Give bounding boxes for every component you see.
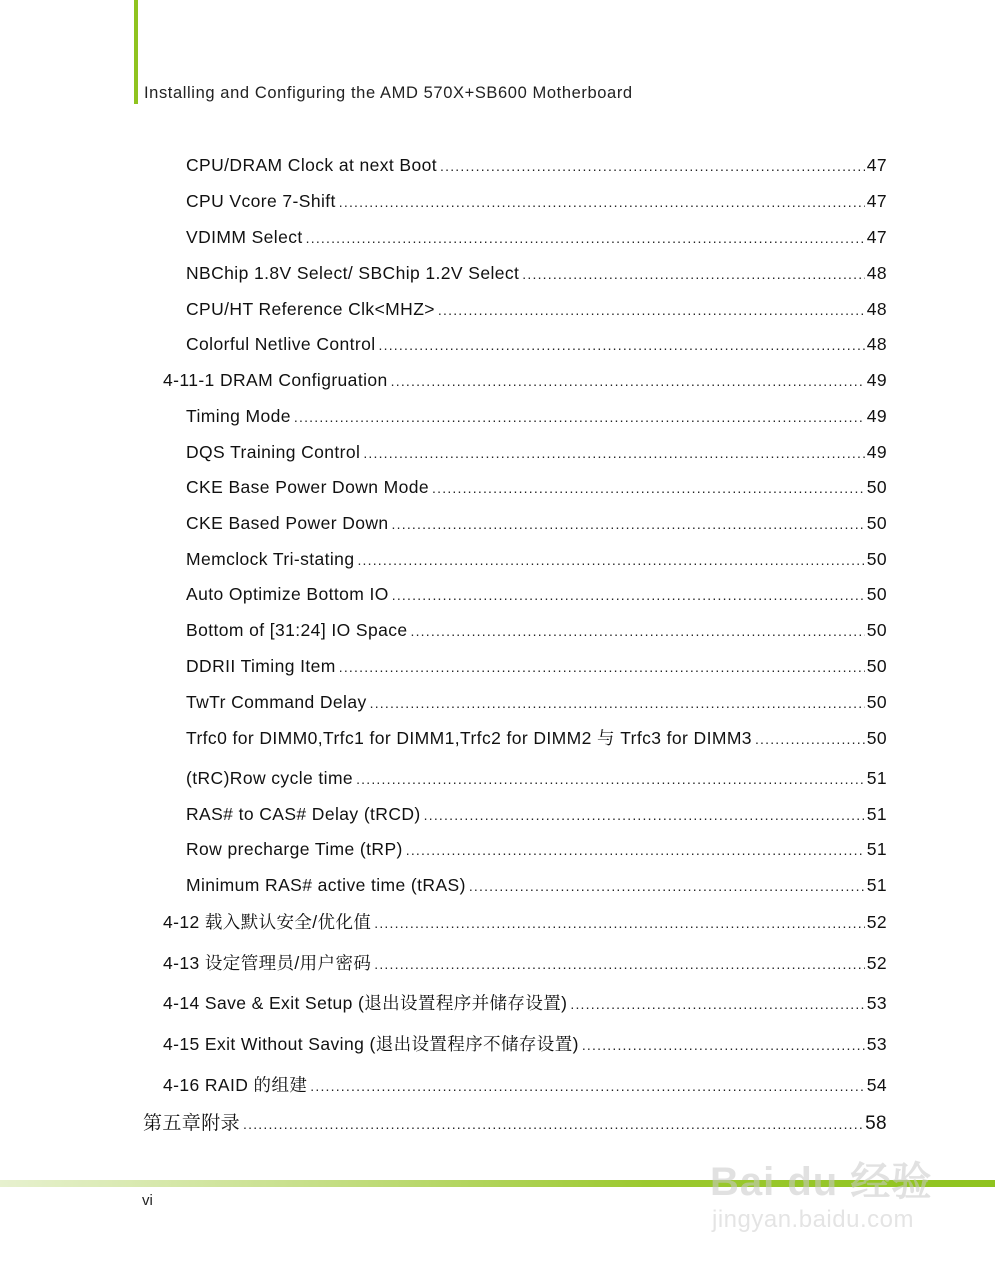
toc-entry-page: 48 xyxy=(866,334,887,354)
toc-entry-title: 4-11-1 DRAM Configruation xyxy=(163,370,388,390)
toc-entry[interactable] xyxy=(186,224,887,250)
running-header: Installing and Configuring the AMD 570X+SB600 Motherboard xyxy=(144,84,633,102)
toc-entry-page: 47 xyxy=(866,191,887,211)
toc-entry[interactable] xyxy=(186,546,887,572)
toc-entry-title: 4-15 Exit Without Saving (退出设置程序不储存设置) xyxy=(163,1034,579,1054)
toc-dot-leader xyxy=(406,837,865,863)
toc-entry[interactable] xyxy=(186,617,887,643)
toc-entry[interactable] xyxy=(163,909,887,935)
toc-dot-leader xyxy=(374,910,864,936)
toc-entry-page: 50 xyxy=(866,513,887,533)
toc-entry-page: 49 xyxy=(866,406,887,426)
baidu-watermark xyxy=(700,1140,940,1240)
toc-entry[interactable] xyxy=(186,801,887,827)
toc-dot-leader xyxy=(310,1073,864,1099)
toc-dot-leader xyxy=(570,991,864,1017)
toc-entry[interactable] xyxy=(186,188,887,214)
toc-entry-title: Row precharge Time (tRP) xyxy=(186,839,403,859)
toc-dot-leader xyxy=(357,547,864,573)
toc-entry-title: Minimum RAS# active time (tRAS) xyxy=(186,875,466,895)
toc-entry[interactable] xyxy=(186,581,887,607)
toc-entry[interactable] xyxy=(163,1031,887,1057)
toc-entry-page: 53 xyxy=(866,1034,887,1054)
toc-entry[interactable] xyxy=(163,950,887,976)
toc-entry-page: 52 xyxy=(866,953,887,973)
toc-entry[interactable] xyxy=(186,765,887,791)
toc-entry[interactable] xyxy=(163,367,887,393)
toc-entry-title: 4-16 RAID 的组建 xyxy=(163,1075,308,1095)
toc-entry[interactable] xyxy=(143,1111,887,1137)
toc-dot-leader xyxy=(339,654,865,680)
toc-dot-leader xyxy=(432,475,865,501)
watermark-brand: Bai du 经验 xyxy=(710,1160,933,1204)
toc-entry-page: 50 xyxy=(866,692,887,712)
toc-entry-title: NBChip 1.8V Select/ SBChip 1.2V Select xyxy=(186,263,520,283)
toc-dot-leader xyxy=(356,766,865,792)
toc-entry-title: VDIMM Select xyxy=(186,227,303,247)
toc-entry-title: Bottom of [31:24] IO Space xyxy=(186,620,408,640)
toc-entry-title: Colorful Netlive Control xyxy=(186,334,376,354)
toc-entry[interactable] xyxy=(186,836,887,862)
toc-entry[interactable] xyxy=(163,990,887,1016)
toc-dot-leader xyxy=(339,189,865,215)
toc-entry-title: 4-13 设定管理员/用户密码 xyxy=(163,953,372,973)
toc-dot-leader xyxy=(306,225,865,251)
toc-entry-title: DDRII Timing Item xyxy=(186,656,336,676)
watermark-url: jingyan.baidu.com xyxy=(712,1206,914,1233)
toc-entry-page: 50 xyxy=(866,584,887,604)
toc-entry[interactable] xyxy=(186,403,887,429)
toc-entry-title: CPU/HT Reference Clk<MHZ> xyxy=(186,299,435,319)
toc-entry-page: 48 xyxy=(866,299,887,319)
toc-dot-leader xyxy=(370,690,865,716)
toc-entry-title: (tRC)Row cycle time xyxy=(186,768,354,788)
toc-entry-page: 49 xyxy=(866,370,887,390)
toc-entry-page: 52 xyxy=(866,912,887,932)
toc-entry-page: 54 xyxy=(866,1075,887,1095)
toc-entry-page: 51 xyxy=(866,804,887,824)
toc-entry-title: CPU/DRAM Clock at next Boot xyxy=(186,155,438,175)
toc-entry-title: Trfc0 for DIMM0,Trfc1 for DIMM1,Trfc2 for DIMM2 与 Trfc3 for DIMM3 xyxy=(186,728,752,748)
toc-entry[interactable] xyxy=(186,872,887,898)
toc-entry-page: 53 xyxy=(866,993,887,1013)
toc-entry-title: RAS# to CAS# Delay (tRCD) xyxy=(186,804,421,824)
toc-entry[interactable] xyxy=(186,152,887,178)
toc-entry-title: Memclock Tri-stating xyxy=(186,549,355,569)
toc-dot-leader xyxy=(424,802,865,828)
toc-entry-title: Auto Optimize Bottom IO xyxy=(186,584,389,604)
header-accent-bar xyxy=(134,0,138,104)
toc-dot-leader xyxy=(411,618,865,644)
toc-entry-page: 51 xyxy=(866,839,887,859)
toc-dot-leader xyxy=(392,511,865,537)
toc-entry-title: 第五章附录 xyxy=(143,1113,241,1134)
toc-entry[interactable] xyxy=(186,296,887,322)
toc-dot-leader xyxy=(379,332,865,358)
toc-entry[interactable] xyxy=(186,439,887,465)
toc-dot-leader xyxy=(374,951,864,977)
toc-entry[interactable] xyxy=(186,653,887,679)
toc-entry-page: 51 xyxy=(866,768,887,788)
toc-entry-title: TwTr Command Delay xyxy=(186,692,367,712)
toc-entry-page: 50 xyxy=(866,728,887,748)
toc-entry-title: 4-12 载入默认安全/优化值 xyxy=(163,912,372,932)
toc-dot-leader xyxy=(755,726,865,752)
toc-entry-title: DQS Training Control xyxy=(186,442,361,462)
toc-entry[interactable] xyxy=(186,725,887,751)
toc-dot-leader xyxy=(363,440,864,466)
toc-dot-leader xyxy=(243,1111,863,1137)
toc-entry-page: 58 xyxy=(865,1113,887,1134)
toc-dot-leader xyxy=(392,582,865,608)
toc-entry-title: CKE Based Power Down xyxy=(186,513,389,533)
toc-entry-page: 51 xyxy=(866,875,887,895)
toc-dot-leader xyxy=(582,1032,865,1058)
toc-dot-leader xyxy=(438,297,865,323)
toc-entry-title: Timing Mode xyxy=(186,406,291,426)
toc-entry[interactable] xyxy=(186,260,887,286)
page-number: vi xyxy=(142,1192,153,1209)
toc-dot-leader xyxy=(294,404,865,430)
toc-entry-page: 50 xyxy=(866,656,887,676)
toc-entry[interactable] xyxy=(186,689,887,715)
toc-entry-page: 48 xyxy=(866,263,887,283)
toc-entry-page: 47 xyxy=(866,155,887,175)
toc-dot-leader xyxy=(522,261,864,287)
toc-entry[interactable] xyxy=(163,1072,887,1098)
toc-entry-title: CKE Base Power Down Mode xyxy=(186,477,430,497)
toc-entry[interactable] xyxy=(186,331,887,357)
toc-dot-leader xyxy=(440,153,865,179)
toc-entry-title: 4-14 Save & Exit Setup (退出设置程序并储存设置) xyxy=(163,993,568,1013)
toc-entry-page: 47 xyxy=(866,227,887,247)
toc-dot-leader xyxy=(469,873,865,899)
toc-entry[interactable] xyxy=(186,510,887,536)
toc-entry-title: CPU Vcore 7-Shift xyxy=(186,191,336,211)
toc-entry-page: 49 xyxy=(866,442,887,462)
toc-entry[interactable] xyxy=(186,474,887,500)
toc-dot-leader xyxy=(391,368,865,394)
toc-entry-page: 50 xyxy=(866,549,887,569)
toc-entry-page: 50 xyxy=(866,620,887,640)
toc-entry-page: 50 xyxy=(866,477,887,497)
